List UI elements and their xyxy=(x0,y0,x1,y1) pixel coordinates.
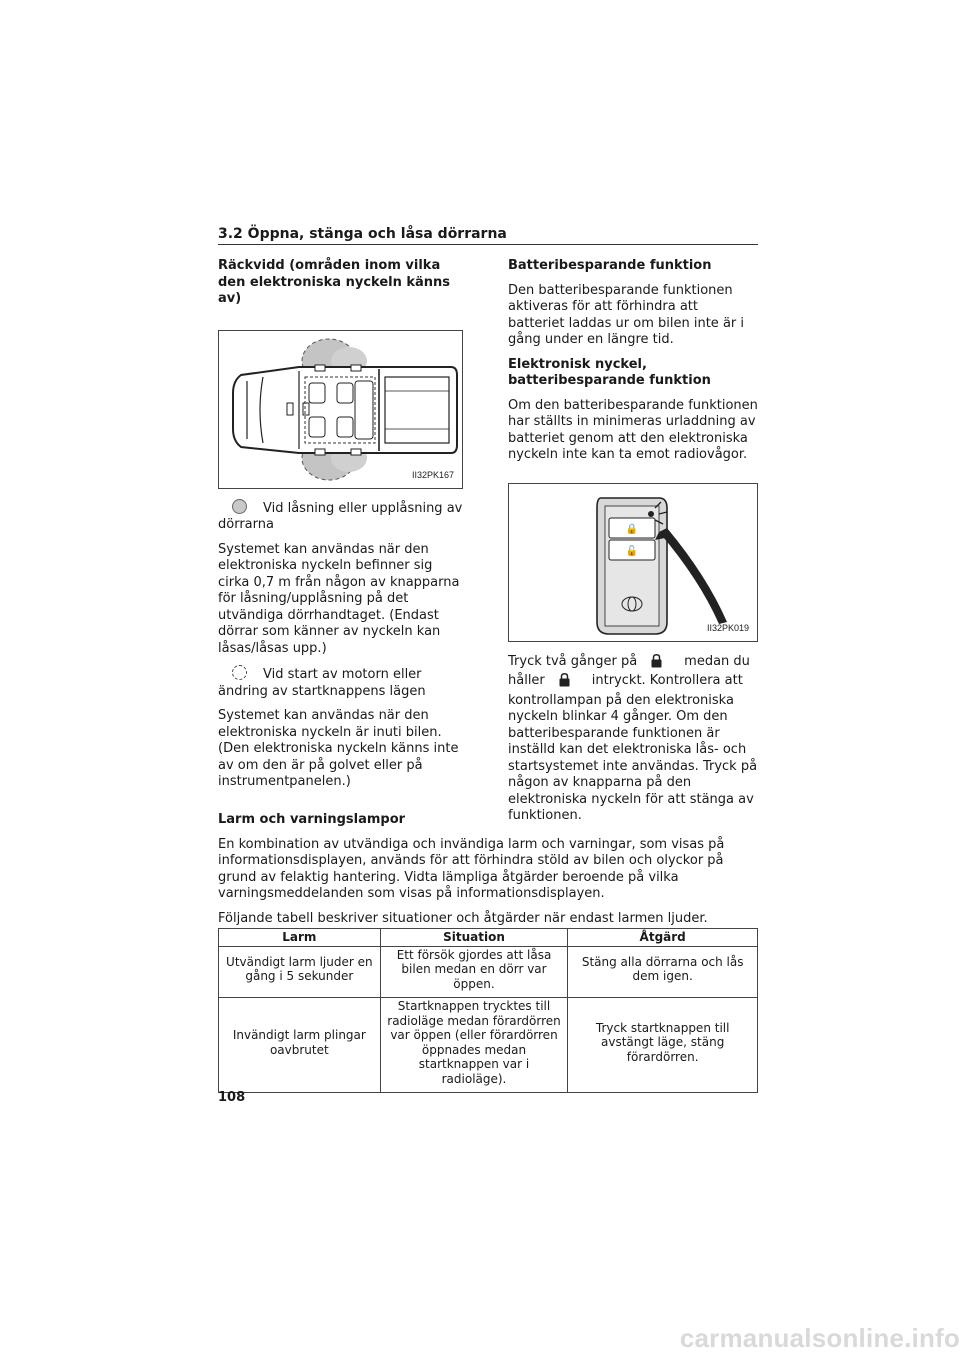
battery-paragraph: Den batteribesparande funktionen aktiveras för att förhindra att batteriet laddas ur om bilen inte är i gång under en längre tid. xyxy=(508,282,744,347)
table-row xyxy=(219,946,758,998)
page-number: 108 xyxy=(218,1090,246,1105)
smart-key-illustration xyxy=(509,484,757,641)
key-battery-paragraph: Om den batteribesparande funktionen har ställts in minimeras urladdning av batteriet genom att den elektroniska nyckeln inte kan ta emot radiovågor. xyxy=(508,397,758,462)
table-cell: Startknappen trycktes till radioläge medan förardörren var öppen (eller förardörren öppnades medan startknappen var i radioläge). xyxy=(380,998,568,1093)
solid-zone-icon xyxy=(232,499,247,514)
section-rule xyxy=(218,244,758,245)
interior-range-paragraph: Systemet kan användas när den elektroniska nyckeln är inuti bilen. (Den elektroniska nyckeln känns inte av om den är på golvet eller på instrumentpanelen.) xyxy=(218,708,459,789)
range-heading: Räckvidd (områden inom vilka den elektroniska nyckeln känns av) xyxy=(218,258,451,306)
alarm-table xyxy=(218,928,758,1093)
right-column xyxy=(508,258,758,833)
legend-lock-unlock: Vid låsning eller upplåsning av dörrarna xyxy=(218,500,463,532)
table-cell: Ett försök gjordes att låsa bilen medan en dörr var öppen. xyxy=(380,946,568,998)
alarms-heading: Larm och varningslampor xyxy=(218,812,406,827)
table-cell: Utvändigt larm ljuder en gång i 5 sekunder xyxy=(219,946,381,998)
key-battery-heading: Elektronisk nyckel, batteribesparande funktion xyxy=(508,356,711,388)
column-header: Situation xyxy=(380,929,568,947)
lock-button-icon xyxy=(651,654,662,674)
alarms-paragraph: En kombination av utvändiga och invändiga larm och varningar, som visas på informationsdisplayen, används för att förhindra stöld av bilen och olyckor på grund av felaktig hantering. Vidta lämpliga åtgärder beroende på vilka varningsmeddelanden som visas på informationsdisplayen. xyxy=(218,836,725,901)
svg-text:🔓: 🔓 xyxy=(625,545,639,557)
table-cell: Invändigt larm plingar oavbrutet xyxy=(219,998,381,1093)
dashed-zone-icon xyxy=(232,665,247,680)
alarms-section xyxy=(218,812,758,935)
column-header: Larm xyxy=(219,929,381,947)
lock-range-paragraph: Systemet kan användas när den elektroniska nyckeln befinner sig cirka 0,7 m från någon av knapparna för låsning/upplåsning på det utvändiga dörrhandtaget. (Endast dörrar som känner av nyckeln kan låsas/låsas upp.) xyxy=(218,541,460,656)
watermark: carmanualsonline.info xyxy=(679,1323,960,1353)
truck-top-view-illustration xyxy=(219,331,462,488)
detection-range-figure xyxy=(218,330,463,489)
column-header: Åtgärd xyxy=(568,929,758,947)
alarms-table-intro: Följande tabell beskriver situationer och åtgärder när endast larmen ljuder. xyxy=(218,910,708,926)
table-row xyxy=(219,998,758,1093)
figure-label: II32PK167 xyxy=(411,470,454,480)
lock-button-icon xyxy=(559,673,570,693)
battery-heading: Batteribesparande funktion xyxy=(508,258,712,273)
table-cell: Tryck startknappen till avstängt läge, stäng förardörren. xyxy=(568,998,758,1093)
smart-key-figure xyxy=(508,483,758,642)
section-title: 3.2 Öppna, stänga och låsa dörrarna xyxy=(218,226,507,242)
left-column xyxy=(218,258,463,799)
table-cell: Stäng alla dörrarna och lås dem igen. xyxy=(568,946,758,998)
figure-label: II32PK019 xyxy=(706,623,749,633)
legend-engine-start: Vid start av motorn eller ändring av startknappens lägen xyxy=(218,667,426,699)
svg-text:🔒: 🔒 xyxy=(625,523,639,535)
table-header-row xyxy=(219,929,758,947)
battery-save-instructions: Tryck två gånger på medan du håller intryckt. Kontrollera att kontrollampan på den elektroniska nyckeln blinkar 4 gånger. Om den batteribesparande funktionen är inställd kan det elektroniska lås- och startsystemet inte användas. Tryck på någon av knapparna på den elektroniska nyckeln för att stänga av funktionen. xyxy=(508,653,758,823)
